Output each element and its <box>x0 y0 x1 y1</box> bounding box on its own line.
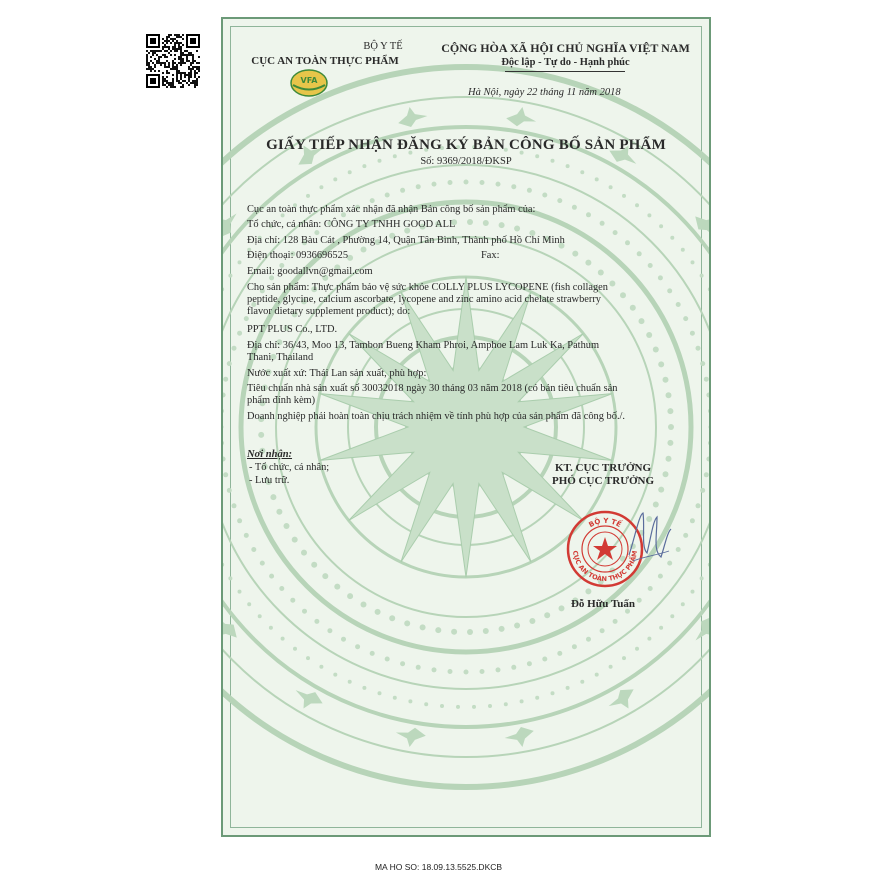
manufacturer-name: PPT PLUS Co., LTD. <box>247 324 338 335</box>
logo-text: VFA <box>300 76 318 85</box>
qr-code <box>146 34 200 88</box>
agency-name: CỤC AN TOÀN THỰC PHẨM <box>251 55 399 67</box>
origin-line: Nước xuất xứ: Thái Lan sản xuất, phù hợp: <box>247 368 427 379</box>
svg-text:BỘ Y TẾ <box>588 516 624 529</box>
email-line: Email: goodallvn@gmail.com <box>247 266 373 277</box>
place-and-date: Hà Nội, ngày 22 tháng 11 năm 2018 <box>468 87 621 98</box>
body-intro: Cục an toàn thực phẩm xác nhận đã nhận Bản công bố sản phẩm của: <box>247 204 536 215</box>
product-line-1: Cho sản phẩm: Thực phẩm bảo vệ sức khỏe COLLY PLUS LYCOPENE (fish collagen <box>247 282 608 293</box>
signatory-title-line-1: KT. CỤC TRƯỞNG <box>554 462 652 474</box>
handwritten-signature <box>623 507 675 569</box>
republic-heading: CỘNG HÒA XÃ HỘI CHỦ NGHĨA VIỆT NAM <box>441 41 690 55</box>
signatory-title <box>523 462 683 488</box>
recipients-heading: Nơi nhận: <box>247 449 293 460</box>
signatory-title-line-2: PHÓ CỤC TRƯỞNG <box>551 475 655 487</box>
certificate <box>221 17 711 837</box>
responsibility-line: Doanh nghiệp phải hoàn toàn chịu trách nhiệm về tính phù hợp của sản phẩm đã công bố./. <box>247 411 626 422</box>
document-title: GIẤY TIẾP NHẬN ĐĂNG KÝ BẢN CÔNG BỐ SẢN PHẨM <box>266 137 666 153</box>
stamp-top-text: BỘ Y TẾ <box>587 516 623 530</box>
fax-label: Fax: <box>481 250 500 261</box>
ministry-name: BỘ Y TẾ <box>363 41 403 52</box>
stamp-bottom-text: CỤC AN TOÀN THỰC PHẨM <box>570 549 640 584</box>
phone-line: Điện thoại: 0936696525 <box>247 250 349 261</box>
recipient-item: - Tổ chức, cá nhân; <box>249 462 330 473</box>
standard-line-1: Tiêu chuẩn nhà sản xuất số 30032018 ngày 30 tháng 03 năm 2018 (có bản tiêu chuẩn sản <box>247 383 618 394</box>
vfa-logo <box>289 68 329 98</box>
product-line-3: flavor dietary supplement product); do: <box>247 306 411 317</box>
national-motto: Độc lập - Tự do - Hạnh phúc <box>501 57 630 68</box>
signer-name: Đỗ Hữu Tuấn <box>570 598 636 610</box>
dossier-code: MA HO SO: 18.09.13.5525.DKCB <box>374 862 503 872</box>
manufacturer-address-1: Địa chỉ: 36/43, Moo 13, Tambon Bueng Kham Phroi, Amphoe Lam Luk Ka, Pathum <box>247 340 600 351</box>
manufacturer-address-2: Thani, Thailand <box>247 352 314 363</box>
recipient-item: - Lưu trữ. <box>249 475 290 486</box>
document-number: Số: 9369/2018/ĐKSP <box>420 156 512 167</box>
organization-line: Tổ chức, cá nhân: CÔNG TY TNHH GOOD ALL <box>247 219 456 230</box>
motto-underline <box>505 71 625 72</box>
organization-address: Địa chỉ: 128 Bàu Cát , Phường 14, Quận Tân Bình, Thành phố Hồ Chí Minh <box>247 235 565 246</box>
product-line-2: peptide, glycine, calcium ascorbate, lycopene and zinc amino acid chelate strawberry <box>247 294 601 305</box>
standard-line-2: phẩm đính kèm) <box>247 395 316 406</box>
